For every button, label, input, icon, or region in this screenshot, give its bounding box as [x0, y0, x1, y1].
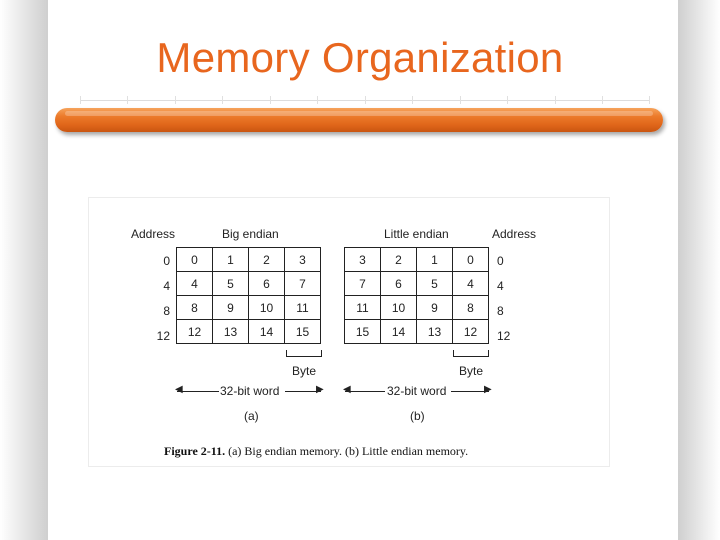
table-cell: 7 [345, 272, 381, 296]
little-endian-address: 12 [497, 329, 511, 343]
table-row [177, 248, 321, 272]
figure-caption [164, 444, 468, 459]
big-endian-byte-label: Byte [292, 364, 317, 378]
arrow-left-icon: ◀ [175, 384, 183, 395]
caption-label: Figure 2-11. [164, 444, 226, 458]
table-cell: 12 [453, 320, 489, 344]
big-endian-address: 4 [163, 279, 170, 293]
table-cell: 2 [249, 248, 285, 272]
table-row [345, 296, 489, 320]
table-cell: 8 [453, 296, 489, 320]
table-cell: 6 [381, 272, 417, 296]
table-cell: 4 [177, 272, 213, 296]
table-cell: 11 [345, 296, 381, 320]
table-row [177, 320, 321, 344]
table-cell: 9 [213, 296, 249, 320]
title-underline-bar [55, 108, 663, 132]
big-endian-title: Big endian [222, 227, 279, 241]
little-endian-title: Little endian [384, 227, 449, 241]
part-label-a: (a) [244, 409, 259, 423]
little-endian-address: 4 [497, 279, 504, 293]
little-endian-address: 8 [497, 304, 504, 318]
arrow-left-icon: ◀ [343, 384, 351, 395]
arrow-right-icon: ▶ [484, 384, 492, 395]
table-cell: 0 [177, 248, 213, 272]
decorative-ruler [80, 96, 650, 104]
table-cell: 5 [213, 272, 249, 296]
table-cell: 15 [285, 320, 321, 344]
table-cell: 6 [249, 272, 285, 296]
table-cell: 11 [285, 296, 321, 320]
word-arrow-line [345, 391, 385, 392]
table-cell: 3 [285, 248, 321, 272]
table-cell: 5 [417, 272, 453, 296]
byte-bracket-tick [321, 350, 322, 357]
table-cell: 13 [213, 320, 249, 344]
table-row [345, 320, 489, 344]
little-endian-word-label: 32-bit word [387, 384, 447, 398]
big-endian-address: 12 [156, 329, 170, 343]
byte-bracket-tick [453, 350, 454, 357]
byte-bracket-tick [286, 350, 287, 357]
table-cell: 2 [381, 248, 417, 272]
table-cell: 7 [285, 272, 321, 296]
table-row [345, 272, 489, 296]
table-cell: 14 [381, 320, 417, 344]
table-cell: 14 [249, 320, 285, 344]
table-cell: 9 [417, 296, 453, 320]
byte-bracket [453, 356, 489, 357]
table-cell: 10 [249, 296, 285, 320]
little-endian-table [344, 247, 489, 344]
little-endian-address-header: Address [492, 227, 537, 241]
arrow-right-icon: ▶ [316, 384, 324, 395]
word-arrow-line [177, 391, 219, 392]
big-endian-table [176, 247, 321, 344]
table-cell: 10 [381, 296, 417, 320]
table-cell: 1 [417, 248, 453, 272]
table-cell: 15 [345, 320, 381, 344]
table-cell: 0 [453, 248, 489, 272]
big-endian-address: 0 [163, 254, 170, 268]
table-cell: 12 [177, 320, 213, 344]
big-endian-address: 8 [163, 304, 170, 318]
big-endian-word-label: 32-bit word [220, 384, 280, 398]
table-cell: 13 [417, 320, 453, 344]
table-cell: 8 [177, 296, 213, 320]
table-cell: 1 [213, 248, 249, 272]
slide-title: Memory Organization [156, 34, 564, 81]
caption-text: (a) Big endian memory. (b) Little endian memory. [228, 444, 469, 458]
big-endian-address-header: Address [131, 227, 176, 241]
table-row [177, 272, 321, 296]
table-cell: 3 [345, 248, 381, 272]
table-row [345, 248, 489, 272]
byte-bracket-tick [488, 350, 489, 357]
little-endian-byte-label: Byte [459, 364, 484, 378]
endian-figure [88, 197, 610, 467]
little-endian-address: 0 [497, 254, 504, 268]
part-label-b: (b) [410, 409, 425, 423]
table-cell: 4 [453, 272, 489, 296]
table-row [177, 296, 321, 320]
byte-bracket [286, 356, 322, 357]
